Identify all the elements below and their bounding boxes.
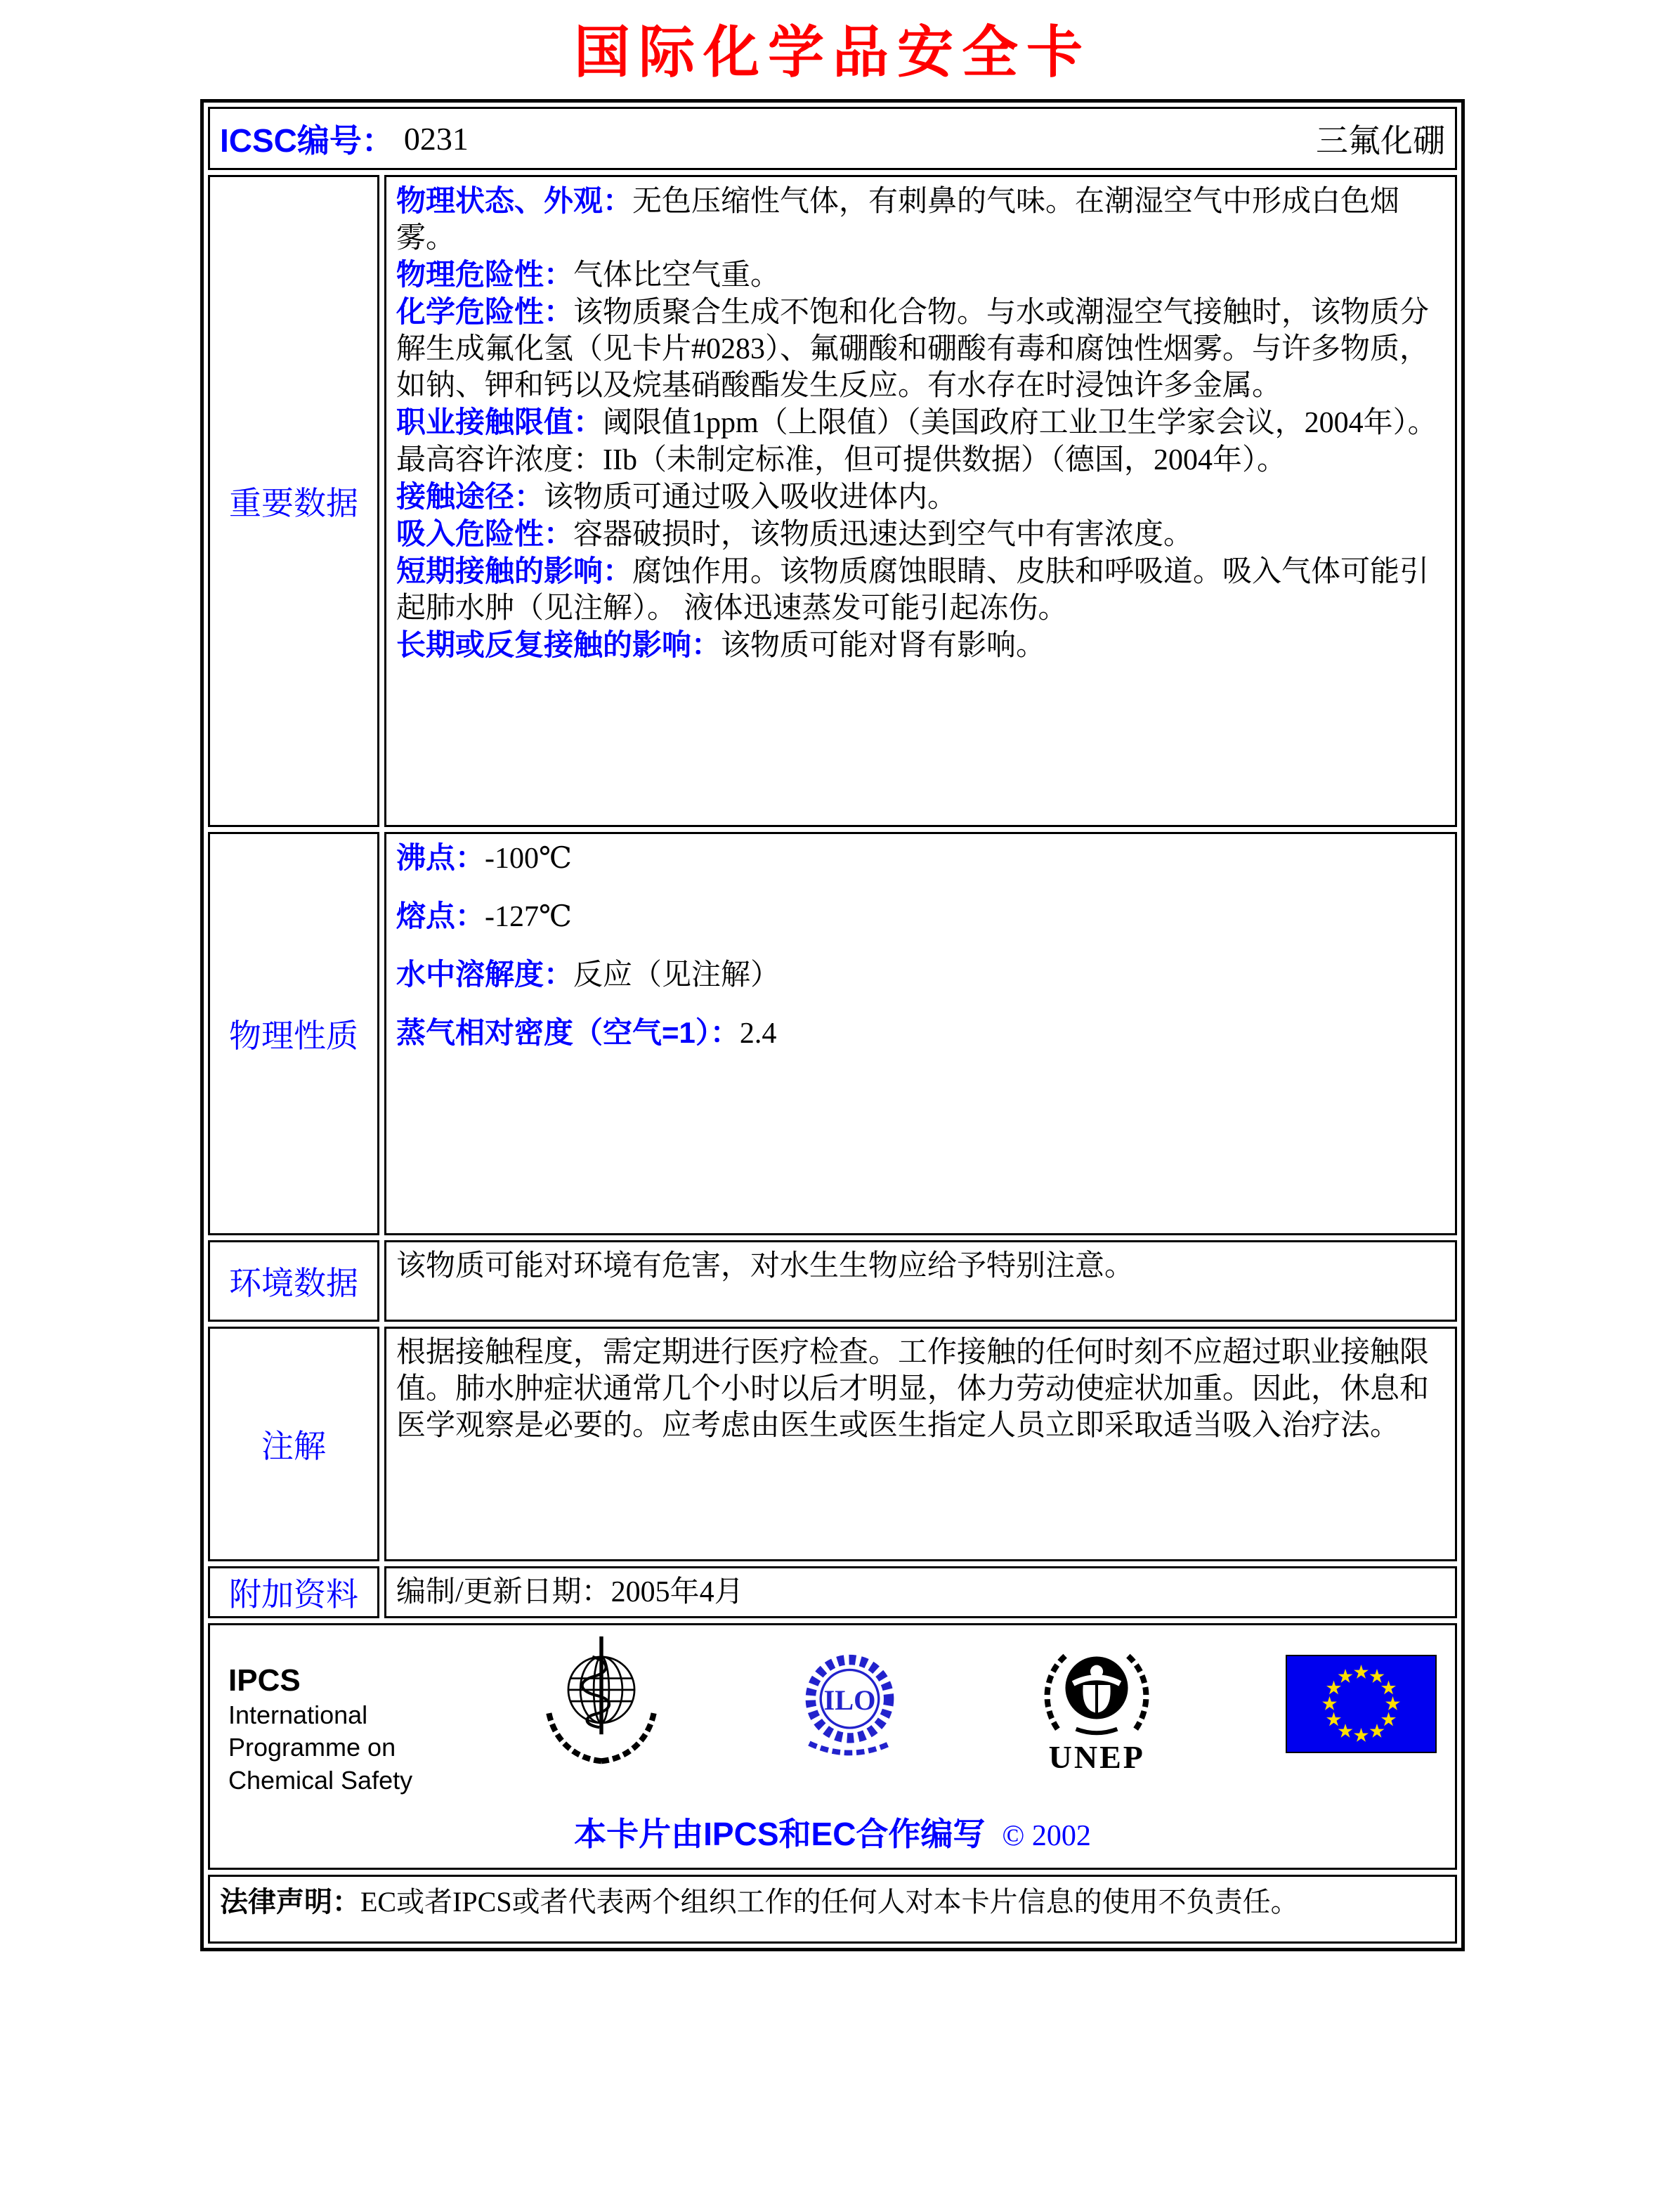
icsc-number <box>220 115 469 162</box>
environmental-data-label-cell <box>208 1240 379 1322</box>
important-data-label-cell <box>208 175 379 827</box>
property-label: 水中溶解度： <box>396 958 574 991</box>
header-row <box>208 107 1457 170</box>
field-value: 阈限值1ppm（上限值）（美国政府工业卫生学家会议，2004年）。最高容许浓度：IIb（未制定标准，但可提供数据）（德国，2004年）。 <box>396 407 1437 476</box>
legal-label: 法律声明： <box>220 1887 360 1918</box>
field-value: 该物质可通过吸入吸收进体内。 <box>544 481 958 514</box>
field-row <box>396 553 1445 627</box>
section-label: 附加资料 <box>229 1576 358 1613</box>
unep-logo-block <box>1036 1638 1157 1776</box>
physical-properties-content <box>384 832 1457 1235</box>
ipcs-line: Chemical Safety <box>228 1766 413 1795</box>
section-label: 重要数据 <box>229 485 358 521</box>
important-data-content <box>384 175 1457 827</box>
section-important-data <box>208 175 1457 827</box>
section-text: 该物质可能对环境有危害，对水生生物应给予特别注意。 <box>396 1250 1135 1282</box>
field-label: 长期或反复接触的影响： <box>396 627 722 661</box>
section-text: 根据接触程度，需定期进行医疗检查。工作接触的任何时刻不应超过职业接触限值。肺水肿症状通常几个小时以后才明显，体力劳动使症状加重。因此，休息和医学观察是必要的。应考虑由医生或医生指定人员立即采取适当吸入治疗法。 <box>396 1336 1430 1443</box>
field-row <box>396 627 1445 664</box>
ipcs-line: International <box>228 1700 368 1729</box>
property-value: 反应（见注解） <box>573 959 781 992</box>
field-row <box>396 516 1445 553</box>
field-row <box>396 256 1445 294</box>
ilo-letters: ILO <box>823 1684 875 1717</box>
ipcs-text-block <box>228 1663 412 1797</box>
ipcs-line: Programme on <box>228 1733 396 1762</box>
field-value: 无色压缩性气体，有刺鼻的气味。在潮湿空气中形成白色烟雾。 <box>396 186 1400 255</box>
field-label: 化学危险性： <box>396 295 574 329</box>
chemical-name: 三氟化硼 <box>1316 123 1445 159</box>
section-legal <box>208 1875 1457 1944</box>
section-label: 物理性质 <box>229 1017 358 1054</box>
logos-row <box>208 1623 1457 1870</box>
ipcs-title: IPCS <box>228 1663 301 1698</box>
property-row <box>396 1015 1445 1052</box>
section-logos <box>208 1623 1457 1870</box>
property-label: 熔点： <box>396 899 485 933</box>
notes-label-cell <box>208 1327 379 1561</box>
property-row <box>396 956 1445 994</box>
property-value: -100℃ <box>485 842 572 875</box>
icsc-number-value: 0231 <box>403 120 469 157</box>
property-label: 沸点： <box>396 841 485 874</box>
legal-row <box>208 1875 1457 1944</box>
update-date: 编制/更新日期：2005年4月 <box>396 1576 744 1608</box>
property-row <box>396 898 1445 935</box>
property-label: 蒸气相对密度（空气=1）： <box>396 1016 740 1050</box>
field-value: 该物质可能对肾有影响。 <box>721 629 1046 662</box>
section-environmental-data <box>208 1240 1457 1322</box>
section-label: 注解 <box>261 1428 326 1464</box>
field-label: 短期接触的影响： <box>396 554 633 587</box>
environmental-data-content <box>384 1240 1457 1322</box>
field-label: 物理状态、外观： <box>396 184 633 217</box>
section-header <box>208 107 1457 170</box>
section-notes <box>208 1327 1457 1561</box>
who-logo-icon <box>541 1634 662 1764</box>
property-value: 2.4 <box>739 1017 777 1050</box>
field-value: 容器破损时，该物质迅速达到空气中有害浓度。 <box>573 518 1194 551</box>
section-label: 环境数据 <box>229 1265 358 1301</box>
field-label: 物理危险性： <box>396 258 574 292</box>
field-row <box>396 404 1445 478</box>
notes-content <box>384 1327 1457 1561</box>
cooperation-caption <box>228 1809 1437 1855</box>
field-label: 接触途径： <box>396 479 544 513</box>
page-title: 国际化学品安全卡 <box>574 22 1091 84</box>
icsc-card <box>200 99 1465 1951</box>
field-row <box>396 183 1445 256</box>
additional-info-label-cell <box>208 1566 379 1618</box>
field-value: 气体比空气重。 <box>573 259 781 292</box>
property-row <box>396 840 1445 877</box>
ilo-logo-icon <box>790 1644 908 1762</box>
field-value: 腐蚀作用。该物质腐蚀眼睛、皮肤和呼吸道。吸入气体可能引起肺水肿（见注解）。 液体迅速蒸发可能引起冻伤。 <box>396 555 1430 625</box>
additional-info-content <box>384 1566 1457 1618</box>
field-value: 该物质聚合生成不饱和化合物。与水或潮湿空气接触时，该物质分解生成氟化氢（见卡片#0283）、氟硼酸和硼酸有毒和腐蚀性烟雾。与许多物质，如钠、钾和钙以及烷基硝酸酯发生反应。有水存在时浸蚀许多金属。 <box>396 297 1430 403</box>
section-physical-properties <box>208 832 1457 1235</box>
field-label: 吸入危险性： <box>396 516 574 550</box>
section-additional-info <box>208 1566 1457 1618</box>
unep-label: UNEP <box>1048 1739 1145 1776</box>
property-value: -127℃ <box>485 901 572 934</box>
caption-text: 本卡片由IPCS和EC合作编写 <box>574 1816 986 1853</box>
field-row <box>396 479 1445 516</box>
unep-logo-icon <box>1036 1638 1157 1738</box>
physical-properties-label-cell <box>208 832 379 1235</box>
legal-text: EC或者IPCS或者代表两个组织工作的任何人对本卡片信息的使用不负责任。 <box>360 1886 1299 1918</box>
field-label: 职业接触限值： <box>396 405 603 439</box>
field-row <box>396 294 1445 404</box>
icsc-number-label: ICSC编号： <box>220 122 394 159</box>
copyright-text: © 2002 <box>1002 1820 1091 1853</box>
eu-flag-icon <box>1286 1655 1437 1753</box>
logos-strip <box>228 1631 1437 1797</box>
